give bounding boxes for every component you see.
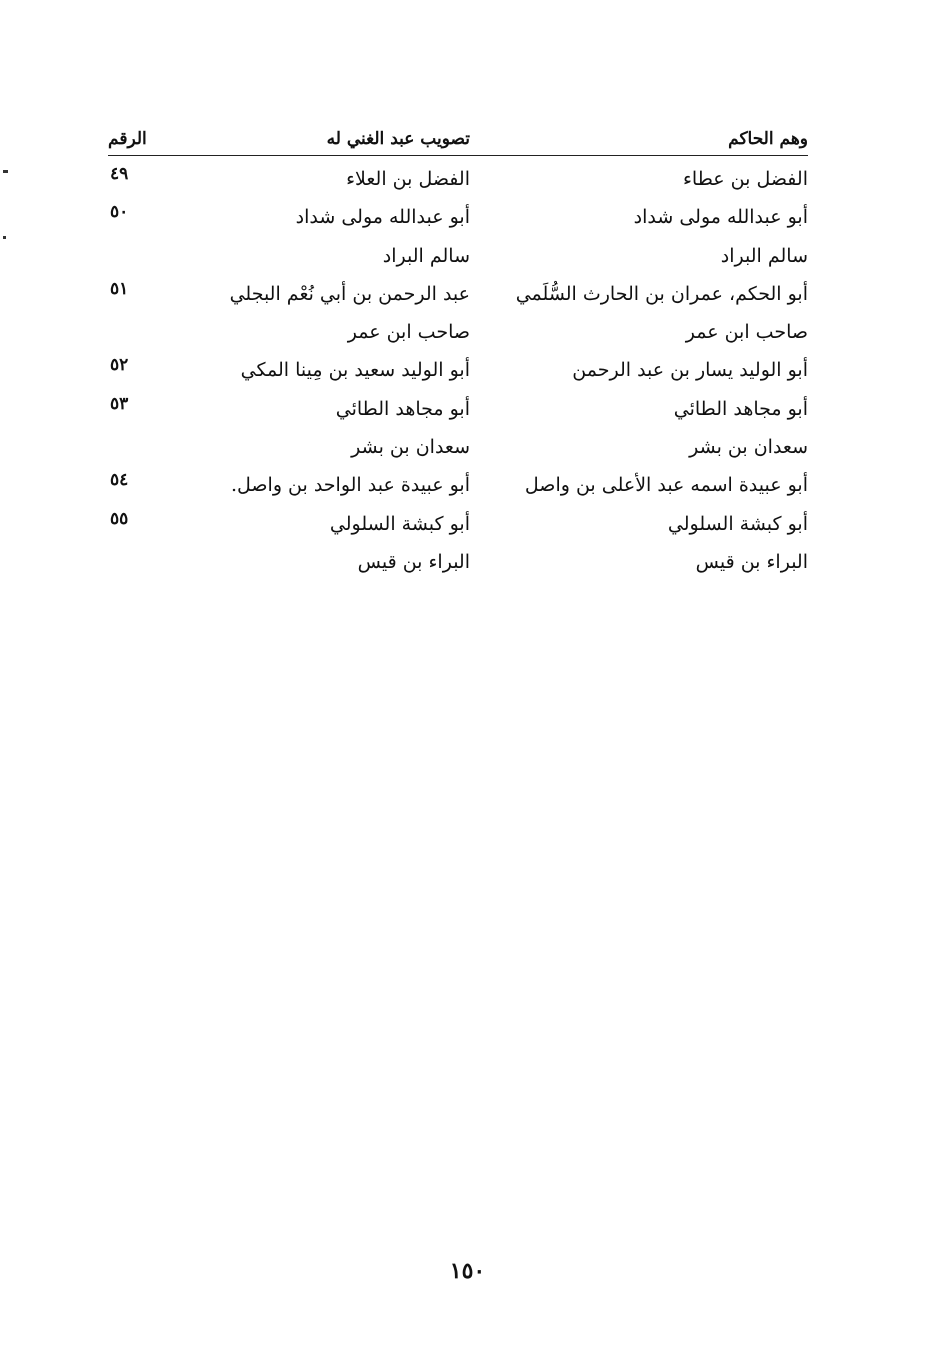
cell-wahm: سالم البراد bbox=[720, 244, 808, 267]
cell-wahm: سعدان بن بشر bbox=[689, 436, 808, 459]
table-row bbox=[108, 545, 808, 583]
header-wahm: وهم الحاكم bbox=[728, 129, 808, 149]
table-row bbox=[108, 162, 808, 200]
cell-raqm: ٤٩ bbox=[110, 164, 129, 184]
table-row bbox=[108, 430, 808, 468]
corrections-table bbox=[108, 125, 808, 583]
table-row bbox=[108, 315, 808, 353]
cell-tasweeb: البراء بن قيس bbox=[357, 550, 470, 573]
cell-wahm: أبو عبيدة اسمه عبد الأعلى بن واصل bbox=[524, 474, 808, 497]
cell-tasweeb: سالم البراد bbox=[382, 244, 470, 267]
cell-tasweeb: صاحب ابن عمر bbox=[347, 321, 470, 344]
cell-wahm: أبو الوليد يسار بن عبد الرحمن bbox=[572, 359, 808, 382]
cell-tasweeb: أبو مجاهد الطائي bbox=[335, 397, 470, 420]
table-row bbox=[108, 200, 808, 238]
cell-wahm: البراء بن قيس bbox=[695, 550, 808, 573]
cell-wahm: أبو عبدالله مولى شداد bbox=[633, 206, 808, 229]
header-tasweeb: تصويب عبد الغني له bbox=[326, 129, 470, 149]
cell-raqm: ٥٥ bbox=[110, 508, 129, 529]
cell-wahm: أبو الحكم، عمران بن الحارث السُّلَمي bbox=[515, 282, 808, 305]
cell-tasweeb: أبو عبيدة عبد الواحد بن واصل. bbox=[230, 474, 470, 497]
cell-tasweeb: سعدان بن بشر bbox=[351, 436, 470, 459]
cell-tasweeb: أبو كبشة السلولي bbox=[329, 512, 470, 535]
table-row bbox=[108, 507, 808, 545]
cell-tasweeb: الفضل بن العلاء bbox=[346, 168, 470, 190]
table-body bbox=[108, 156, 808, 583]
cell-tasweeb: أبو عبدالله مولى شداد bbox=[295, 206, 470, 229]
cell-wahm: أبو كبشة السلولي bbox=[667, 512, 808, 535]
table-row bbox=[108, 392, 808, 430]
scan-mark bbox=[3, 236, 6, 239]
header-raqm: الرقم bbox=[108, 129, 147, 149]
cell-raqm: ٥٠ bbox=[110, 202, 129, 223]
table-header bbox=[108, 125, 808, 156]
cell-tasweeb: أبو الوليد سعيد بن مِينا المكي bbox=[240, 359, 470, 382]
cell-raqm: ٥٢ bbox=[110, 355, 129, 376]
table-row bbox=[108, 353, 808, 391]
cell-raqm: ٥٣ bbox=[110, 393, 129, 414]
cell-wahm: أبو مجاهد الطائي bbox=[673, 397, 808, 420]
table-row bbox=[108, 277, 808, 315]
cell-raqm: ٥١ bbox=[110, 278, 129, 299]
cell-raqm: ٥٤ bbox=[110, 470, 129, 491]
table-row bbox=[108, 239, 808, 277]
cell-wahm: الفضل بن عطاء bbox=[682, 168, 808, 190]
scan-mark bbox=[3, 170, 8, 173]
table-row bbox=[108, 468, 808, 506]
page-number: ١٥٠ bbox=[449, 1258, 486, 1284]
cell-tasweeb: عبد الرحمن بن أبي نُعْم البجلي bbox=[229, 282, 470, 305]
cell-wahm: صاحب ابن عمر bbox=[685, 321, 808, 344]
